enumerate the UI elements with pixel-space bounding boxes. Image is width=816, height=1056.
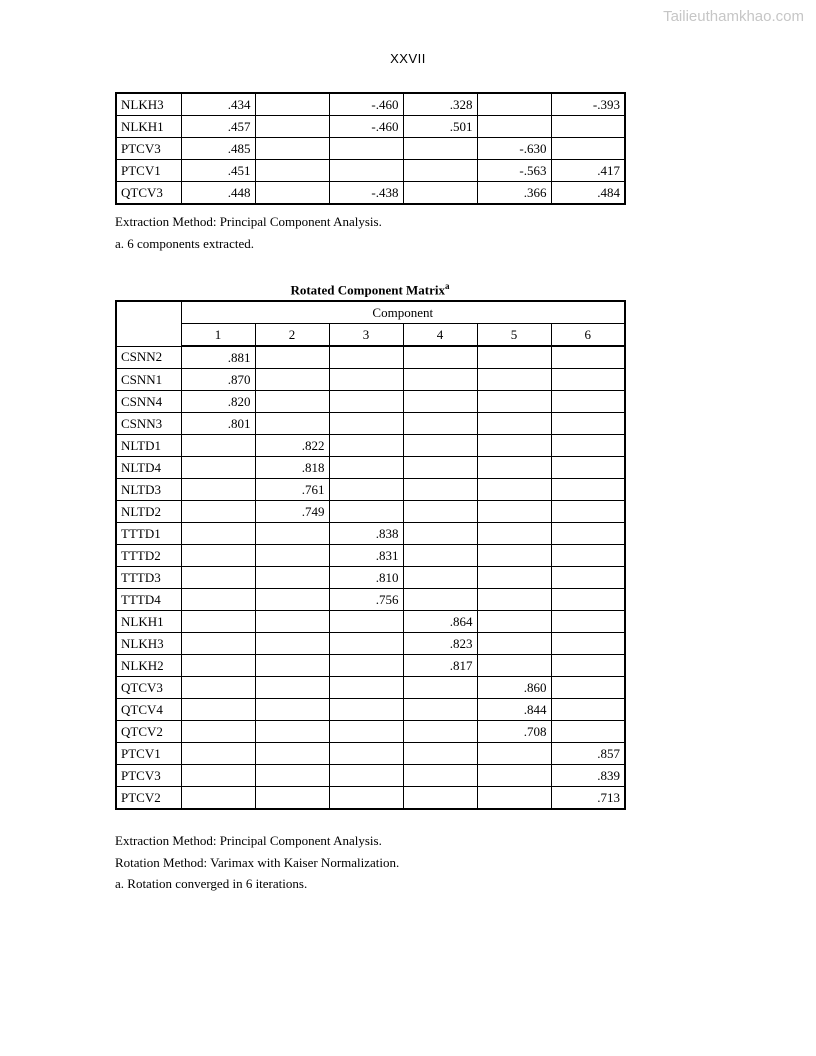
value-cell	[551, 677, 625, 699]
row-label: NLTD4	[116, 457, 181, 479]
page-number: XXVII	[390, 51, 426, 66]
value-cell: -.438	[329, 182, 403, 205]
value-cell	[181, 545, 255, 567]
value-cell: .801	[181, 413, 255, 435]
value-cell: .838	[329, 523, 403, 545]
value-cell	[551, 435, 625, 457]
value-cell	[551, 611, 625, 633]
value-cell: .484	[551, 182, 625, 205]
value-cell	[329, 413, 403, 435]
value-cell	[255, 346, 329, 369]
value-cell	[477, 765, 551, 787]
value-cell	[403, 413, 477, 435]
table-row	[116, 346, 625, 369]
value-cell	[255, 589, 329, 611]
value-cell	[403, 743, 477, 765]
table2-title-text: Rotated Component Matrix	[290, 282, 446, 298]
value-cell	[181, 457, 255, 479]
row-label: NLKH2	[116, 655, 181, 677]
value-cell	[329, 138, 403, 160]
value-cell: .451	[181, 160, 255, 182]
table-row	[116, 116, 625, 138]
value-cell: .860	[477, 677, 551, 699]
row-label: NLKH3	[116, 93, 181, 116]
table-row	[116, 743, 625, 765]
value-cell	[329, 369, 403, 391]
value-cell	[329, 677, 403, 699]
table-row	[116, 633, 625, 655]
value-cell	[329, 160, 403, 182]
value-cell: .870	[181, 369, 255, 391]
row-label: NLKH3	[116, 633, 181, 655]
value-cell	[329, 655, 403, 677]
table-row	[116, 611, 625, 633]
value-cell	[181, 523, 255, 545]
value-cell	[477, 743, 551, 765]
row-label: NLKH1	[116, 116, 181, 138]
value-cell	[403, 160, 477, 182]
row-label: CSNN3	[116, 413, 181, 435]
value-cell	[551, 457, 625, 479]
row-label: TTTD4	[116, 589, 181, 611]
value-cell	[551, 721, 625, 743]
value-cell	[329, 391, 403, 413]
value-cell	[477, 93, 551, 116]
row-label: NLTD1	[116, 435, 181, 457]
value-cell	[255, 160, 329, 182]
value-cell	[477, 545, 551, 567]
value-cell: .501	[403, 116, 477, 138]
value-cell	[403, 589, 477, 611]
value-cell	[181, 567, 255, 589]
value-cell	[255, 765, 329, 787]
value-cell	[255, 413, 329, 435]
table2-title-superscript: a	[445, 281, 450, 291]
value-cell	[477, 346, 551, 369]
value-cell: -.460	[329, 116, 403, 138]
value-cell: .823	[403, 633, 477, 655]
value-cell: -.393	[551, 93, 625, 116]
row-label: PTCV2	[116, 787, 181, 810]
value-cell	[403, 346, 477, 369]
value-cell	[255, 369, 329, 391]
value-cell	[551, 479, 625, 501]
value-cell: .822	[255, 435, 329, 457]
footnote-extraction-method: Extraction Method: Principal Component Analysis.	[115, 214, 382, 229]
value-cell	[181, 699, 255, 721]
value-cell	[181, 721, 255, 743]
table-row	[116, 435, 625, 457]
value-cell: .844	[477, 699, 551, 721]
component-matrix-table-partial	[115, 92, 626, 205]
value-cell	[477, 479, 551, 501]
value-cell	[255, 655, 329, 677]
value-cell	[477, 611, 551, 633]
value-cell	[403, 523, 477, 545]
value-cell	[477, 369, 551, 391]
row-label: NLTD3	[116, 479, 181, 501]
value-cell	[255, 743, 329, 765]
value-cell	[477, 633, 551, 655]
value-cell	[403, 765, 477, 787]
value-cell	[551, 523, 625, 545]
value-cell	[181, 655, 255, 677]
value-cell	[255, 567, 329, 589]
row-label: CSNN1	[116, 369, 181, 391]
row-label: QTCV4	[116, 699, 181, 721]
value-cell	[551, 501, 625, 523]
value-cell	[551, 116, 625, 138]
footnote-rotation-method: Rotation Method: Varimax with Kaiser Normalization.	[115, 854, 400, 870]
value-cell	[477, 435, 551, 457]
value-cell	[329, 765, 403, 787]
value-cell	[477, 655, 551, 677]
value-cell	[329, 457, 403, 479]
value-cell	[181, 677, 255, 699]
value-cell	[181, 765, 255, 787]
value-cell	[329, 501, 403, 523]
value-cell	[181, 589, 255, 611]
value-cell	[551, 633, 625, 655]
column-header: 1	[181, 324, 255, 347]
rotated-component-matrix-table	[115, 300, 626, 810]
value-cell	[551, 138, 625, 160]
table-row	[116, 93, 625, 116]
value-cell	[403, 479, 477, 501]
table2-title	[115, 281, 625, 298]
value-cell: .448	[181, 182, 255, 205]
footnote-components-extracted: a. 6 components extracted.	[115, 235, 254, 251]
value-cell	[329, 346, 403, 369]
column-header-row	[116, 324, 625, 347]
value-cell: .485	[181, 138, 255, 160]
value-cell	[403, 787, 477, 810]
table-row	[116, 182, 625, 205]
value-cell	[477, 501, 551, 523]
value-cell	[477, 523, 551, 545]
value-cell	[181, 479, 255, 501]
row-label: TTTD2	[116, 545, 181, 567]
value-cell	[403, 369, 477, 391]
table-row	[116, 721, 625, 743]
value-cell	[255, 699, 329, 721]
value-cell	[477, 391, 551, 413]
row-label: QTCV3	[116, 677, 181, 699]
table-row	[116, 457, 625, 479]
row-label: PTCV3	[116, 138, 181, 160]
table-row	[116, 677, 625, 699]
value-cell	[551, 699, 625, 721]
value-cell: .749	[255, 501, 329, 523]
value-cell	[551, 369, 625, 391]
value-cell	[255, 116, 329, 138]
value-cell	[477, 787, 551, 810]
value-cell: .328	[403, 93, 477, 116]
table2-footnotes	[115, 830, 399, 895]
watermark-text: Tailieuthamkhao.com	[663, 8, 804, 25]
component-group-header: Component	[181, 301, 625, 324]
table-row	[116, 523, 625, 545]
table-row	[116, 391, 625, 413]
value-cell	[477, 116, 551, 138]
value-cell	[255, 633, 329, 655]
table-row	[116, 413, 625, 435]
value-cell	[403, 138, 477, 160]
row-label: NLTD2	[116, 501, 181, 523]
value-cell	[181, 787, 255, 810]
table-row	[116, 589, 625, 611]
value-cell	[551, 391, 625, 413]
column-header: 2	[255, 324, 329, 347]
table-row	[116, 160, 625, 182]
value-cell	[329, 721, 403, 743]
value-cell	[403, 567, 477, 589]
value-cell: .881	[181, 346, 255, 369]
row-label: TTTD3	[116, 567, 181, 589]
footnote-rotation-converged: a. Rotation converged in 6 iterations.	[115, 876, 308, 891]
value-cell	[181, 611, 255, 633]
value-cell	[477, 589, 551, 611]
value-cell: .817	[403, 655, 477, 677]
group-header-row	[116, 301, 625, 324]
row-label: CSNN2	[116, 346, 181, 369]
value-cell: .857	[551, 743, 625, 765]
table-row	[116, 699, 625, 721]
value-cell: .839	[551, 765, 625, 787]
value-cell	[255, 677, 329, 699]
value-cell: .713	[551, 787, 625, 810]
table-row	[116, 655, 625, 677]
column-header: 4	[403, 324, 477, 347]
value-cell	[329, 435, 403, 457]
value-cell	[255, 182, 329, 205]
value-cell	[181, 743, 255, 765]
row-label: QTCV2	[116, 721, 181, 743]
row-label: PTCV1	[116, 160, 181, 182]
value-cell	[403, 545, 477, 567]
column-header: 5	[477, 324, 551, 347]
value-cell	[403, 182, 477, 205]
row-label: PTCV1	[116, 743, 181, 765]
value-cell: .761	[255, 479, 329, 501]
value-cell: .864	[403, 611, 477, 633]
table-row	[116, 787, 625, 810]
value-cell	[181, 501, 255, 523]
table-row	[116, 479, 625, 501]
value-cell	[403, 435, 477, 457]
value-cell: .818	[255, 457, 329, 479]
value-cell	[255, 545, 329, 567]
value-cell	[403, 721, 477, 743]
value-cell: .820	[181, 391, 255, 413]
value-cell	[329, 787, 403, 810]
value-cell	[477, 413, 551, 435]
table-row	[116, 501, 625, 523]
value-cell: .434	[181, 93, 255, 116]
value-cell: .457	[181, 116, 255, 138]
column-header: 3	[329, 324, 403, 347]
value-cell	[403, 501, 477, 523]
value-cell	[551, 655, 625, 677]
row-label: NLKH1	[116, 611, 181, 633]
value-cell	[181, 435, 255, 457]
value-cell: .417	[551, 160, 625, 182]
table-row	[116, 138, 625, 160]
value-cell: -.563	[477, 160, 551, 182]
value-cell	[255, 391, 329, 413]
value-cell	[329, 633, 403, 655]
value-cell	[403, 677, 477, 699]
value-cell	[329, 699, 403, 721]
value-cell	[551, 346, 625, 369]
row-label: TTTD1	[116, 523, 181, 545]
value-cell	[255, 523, 329, 545]
value-cell	[477, 567, 551, 589]
row-label: CSNN4	[116, 391, 181, 413]
value-cell: .810	[329, 567, 403, 589]
value-cell	[551, 413, 625, 435]
value-cell: -.460	[329, 93, 403, 116]
column-header: 6	[551, 324, 625, 347]
value-cell	[181, 633, 255, 655]
value-cell	[255, 787, 329, 810]
table-row	[116, 567, 625, 589]
value-cell: .756	[329, 589, 403, 611]
table1-footnotes	[115, 211, 382, 254]
value-cell: .366	[477, 182, 551, 205]
value-cell: .708	[477, 721, 551, 743]
value-cell	[255, 721, 329, 743]
table-row	[116, 545, 625, 567]
value-cell	[329, 611, 403, 633]
value-cell	[329, 743, 403, 765]
value-cell	[477, 457, 551, 479]
value-cell: .831	[329, 545, 403, 567]
value-cell	[551, 545, 625, 567]
value-cell	[551, 567, 625, 589]
value-cell	[255, 138, 329, 160]
value-cell: -.630	[477, 138, 551, 160]
value-cell	[551, 589, 625, 611]
value-cell	[255, 611, 329, 633]
value-cell	[329, 479, 403, 501]
table-row	[116, 765, 625, 787]
value-cell	[403, 699, 477, 721]
row-label: QTCV3	[116, 182, 181, 205]
value-cell	[255, 93, 329, 116]
row-label: PTCV3	[116, 765, 181, 787]
footnote-extraction-method: Extraction Method: Principal Component Analysis.	[115, 833, 382, 848]
value-cell	[403, 391, 477, 413]
value-cell	[403, 457, 477, 479]
table-row	[116, 369, 625, 391]
corner-cell	[116, 301, 181, 346]
